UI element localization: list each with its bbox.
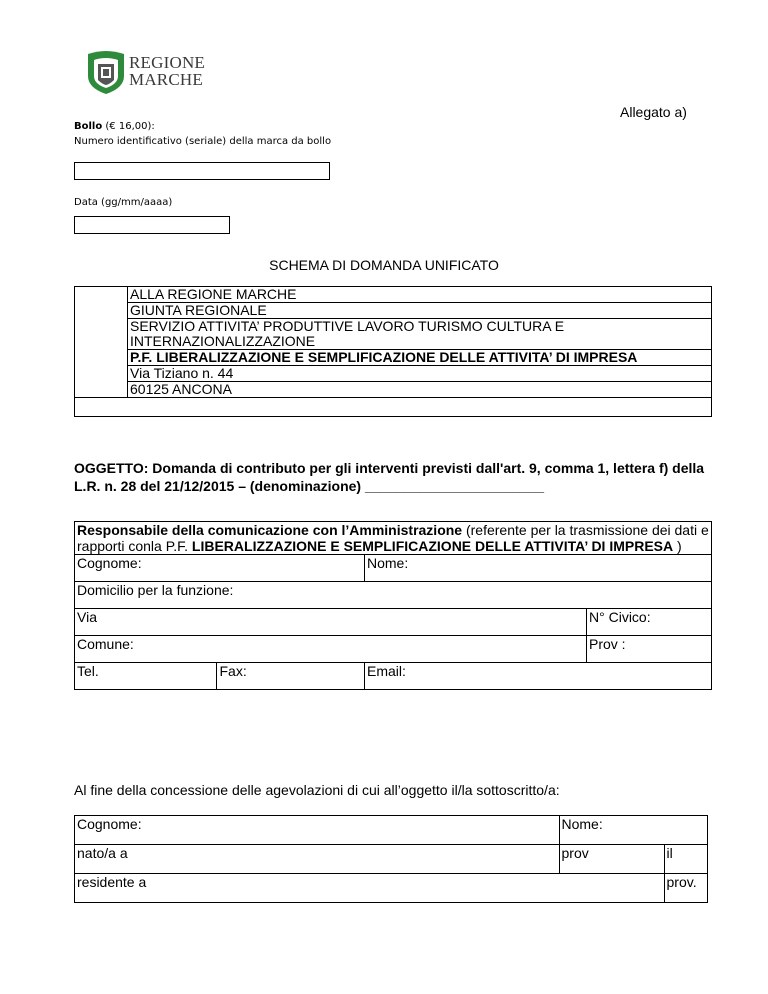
responsabile-header <box>75 522 712 555</box>
date-input-box[interactable] <box>74 216 230 234</box>
intro-text: Al fine della concessione delle agevolazioni di cui all’oggetto il/la sottoscritto/a: <box>74 782 560 798</box>
dich-prov2-field[interactable]: prov. <box>664 874 708 903</box>
prov-field[interactable]: Prov : <box>587 636 712 663</box>
recipient-spacer <box>75 287 128 398</box>
recipient-table <box>74 286 712 417</box>
nome-field[interactable]: Nome: <box>365 555 712 582</box>
responsabile-title: Responsabile della comunicazione con l’Amministrazione <box>77 522 463 538</box>
serial-input-box[interactable] <box>74 162 330 180</box>
residente-field[interactable]: residente a <box>75 874 665 903</box>
allegato-label: Allegato a) <box>620 104 687 120</box>
email-field[interactable]: Email: <box>365 663 712 690</box>
dichiarante-table <box>74 815 708 903</box>
tel-field[interactable]: Tel. <box>75 663 217 690</box>
serial-label: Numero identificativo (seriale) della marca da bollo <box>74 136 332 147</box>
nato-field[interactable]: nato/a a <box>75 845 560 874</box>
logo-line-2: MARCHE <box>129 70 203 89</box>
responsabile-pf: LIBERALIZZAZIONE E SEMPLIFICAZIONE DELLE ATTIVITA’ DI IMPRESA <box>191 538 674 554</box>
oggetto-text: OGGETTO: Domanda di contributo per gli interventi previsti dall'art. 9, comma 1, lettera f) della L.R. n. 28 del 21/12/2015 – (denominazione) _______________________ <box>74 460 705 494</box>
recipient-empty-row <box>75 398 712 417</box>
dich-nome-field[interactable]: Nome: <box>559 816 708 845</box>
responsabile-end: ) <box>673 538 682 554</box>
recipient-line-6: 60125 ANCONA <box>128 382 712 398</box>
logo-text <box>129 54 205 88</box>
civico-field[interactable]: N° Civico: <box>587 609 712 636</box>
responsabile-table <box>74 521 712 690</box>
comune-field[interactable]: Comune: <box>75 636 587 663</box>
recipient-line-2: GIUNTA REGIONALE <box>128 303 712 319</box>
recipient-line-4: P.F. LIBERALIZZAZIONE E SEMPLIFICAZIONE DELLE ATTIVITA’ DI IMPRESA <box>128 350 712 366</box>
fax-field[interactable]: Fax: <box>217 663 365 690</box>
page-title: SCHEMA DI DOMANDA UNIFICATO <box>269 257 499 273</box>
responsabile-desc: (referente per la trasmissione dei dati e rapporti conla P.F. <box>77 522 709 554</box>
dich-prov-field[interactable]: prov <box>559 845 664 874</box>
date-label: Data (gg/mm/aaaa) <box>74 197 173 208</box>
domicilio-label: Domicilio per la funzione: <box>75 582 712 609</box>
cognome-field[interactable]: Cognome: <box>75 555 365 582</box>
dich-cognome-field[interactable]: Cognome: <box>75 816 560 845</box>
logo-line-1: REGIONE <box>129 53 205 72</box>
recipient-line-1: ALLA REGIONE MARCHE <box>128 287 712 303</box>
via-field[interactable]: Via <box>75 609 587 636</box>
data-nascita-field[interactable]: il <box>664 845 708 874</box>
bollo-label <box>74 121 155 132</box>
recipient-line-5: Via Tiziano n. 44 <box>128 366 712 382</box>
recipient-line-3: SERVIZIO ATTIVITA’ PRODUTTIVE LAVORO TURISMO CULTURA E INTERNAZIONALIZZAZIONE <box>128 319 712 350</box>
bollo-label-bold: Bollo <box>74 121 103 132</box>
bollo-label-rest: (€ 16,00): <box>102 121 155 132</box>
